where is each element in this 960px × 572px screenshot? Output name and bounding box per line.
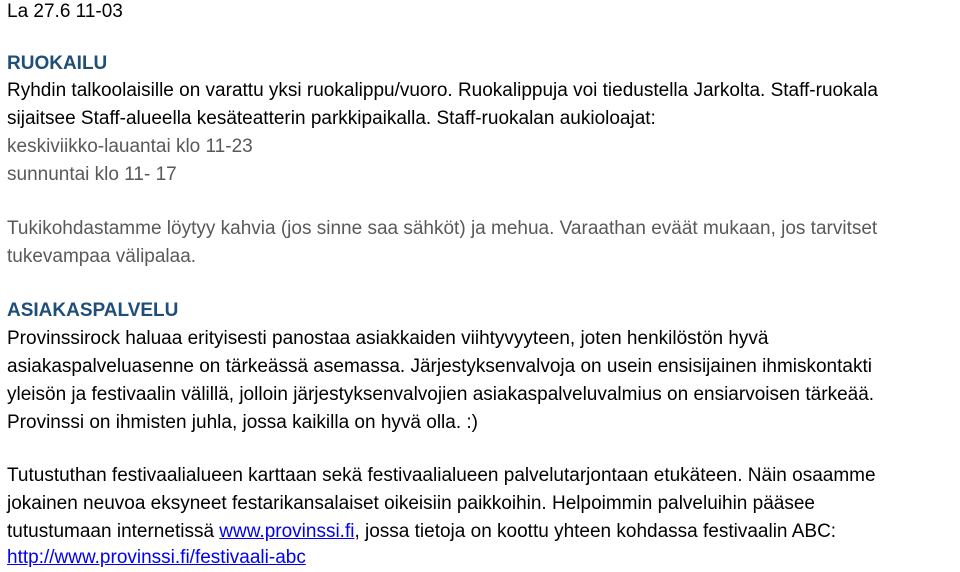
date-heading: La 27.6 11-03 [7, 1, 123, 22]
festivaali-abc-link[interactable]: http://www.provinssi.fi/festivaali-abc [7, 547, 306, 568]
ruokailu-line-2: sijaitsee Staff-alueella kesäteatterin parkkipaikalla. Staff-ruokalan aukioloajat: [7, 108, 656, 129]
tukikohta-line-2: tukevampaa välipalaa. [7, 246, 197, 267]
tutustu-line-3 [7, 520, 836, 544]
asiakaspalvelu-line-2: asiakaspalveluasenne on tärkeässä asemassa. Järjestyksenvalvoja on usein ensisijainen ihmiskontakti [7, 356, 872, 377]
tutustu-line-2: jokainen neuvoa eksyneet festarikansalaiset oikeisiin paikkoihin. Helpoimmin palveluihin pääsee [7, 493, 815, 514]
ruokailu-heading: RUOKAILU [7, 53, 108, 74]
tutustu-line-3-suffix: , jossa tietoja on koottu yhteen kohdassa festivaalin ABC: [354, 521, 837, 542]
provinssi-website-link[interactable]: www.provinssi.fi [219, 521, 355, 542]
ruokailu-line-3: keskiviikko-lauantai klo 11-23 [7, 136, 253, 157]
ruokailu-line-1: Ryhdin talkoolaisille on varattu yksi ruokalippu/vuoro. Ruokalippuja voi tiedustella Jarkolta. Staff-ruokala [7, 80, 878, 101]
ruokailu-line-4: sunnuntai klo 11- 17 [7, 164, 177, 185]
asiakaspalvelu-line-4: Provinssi on ihmisten juhla, jossa kaikilla on hyvä olla. :) [7, 412, 478, 433]
asiakaspalvelu-heading: ASIAKASPALVELU [7, 300, 179, 321]
tutustu-line-4 [7, 546, 306, 570]
tutustu-line-1: Tutustuthan festivaalialueen karttaan sekä festivaalialueen palvelutarjontaan etukäteen. Näin osaamme [7, 465, 876, 486]
tutustu-line-3-prefix: tutustumaan internetissä [7, 521, 220, 542]
tukikohta-line-1: Tukikohdastamme löytyy kahvia (jos sinne saa sähköt) ja mehua. Varaathan eväät mukaan, jos tarvitset [7, 218, 878, 239]
asiakaspalvelu-line-1: Provinssirock haluaa erityisesti panostaa asiakkaiden viihtyvyyteen, joten henkilöstön hyvä [7, 328, 769, 349]
asiakaspalvelu-line-3: yleisön ja festivaalin välillä, jolloin järjestyksenvalvojien asiakaspalveluvalmius on ensiarvoisen tärkeää. [7, 384, 875, 405]
